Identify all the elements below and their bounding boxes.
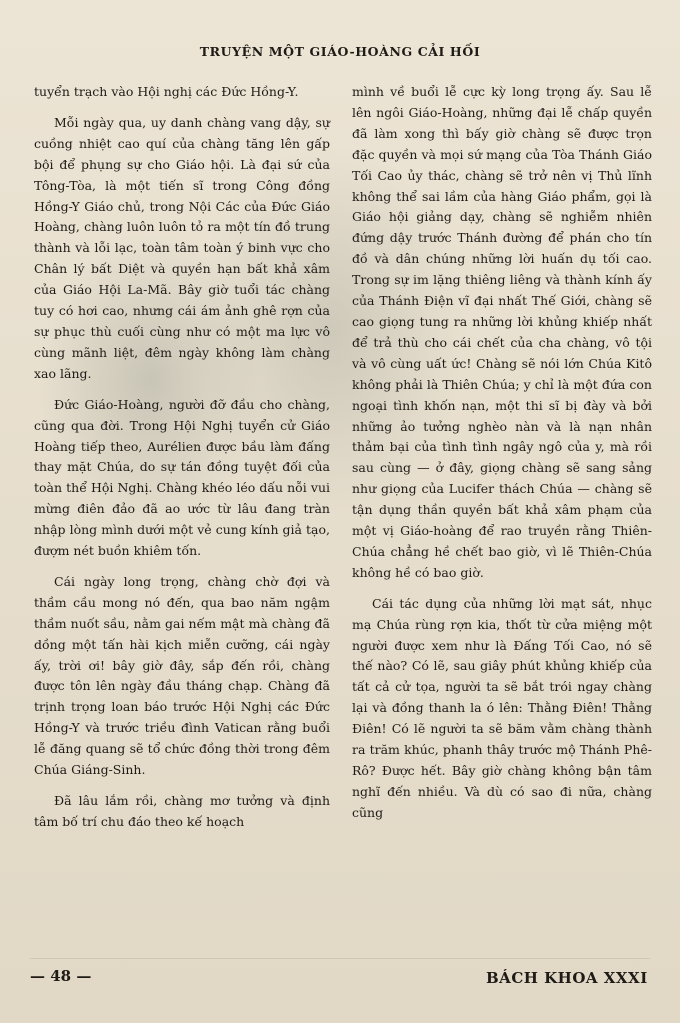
paragraph: Cái tác dụng của những lời mạt sát, nhục mạ Chúa rùng rợn kia, thốt từ cửa miệng một người được xem như là Đấng Tối Cao, nó sẽ thế nào? Có lẽ, sau giây phút khủng khiếp của tất cả cử tọa, người ta sẽ bắt trói ngay chàng lại và đồng thanh la ó lên: Thằng Điên! Thằng Điên! Có lẽ người ta sẽ băm vằm chàng thành ra trăm khúc, phanh thây trước mộ Thánh Phê-Rô? Được hết. Bây giờ chàng không bận tâm nghĩ đến nhiều. Và dù có sao đi nữa, chàng cũng — [352, 595, 652, 820]
right-column — [352, 82, 652, 824]
paragraph: Đã lâu lắm rồi, chàng mơ tưởng và định tâm bố trí chu đáo theo kế hoạch — [34, 793, 330, 829]
magazine-name: BÁCH KHOA XXXI — [486, 969, 648, 987]
paragraph: tuyển trạch vào Hội nghị các Đức Hồng-Y. — [34, 84, 299, 99]
running-title: TRUYỆN MỘT GIÁO-HOÀNG CẢI HỐI — [199, 44, 481, 59]
left-column — [34, 82, 330, 833]
paragraph: Đức Giáo-Hoàng, người đỡ đầu cho chàng, cũng qua đời. Trong Hội Nghị tuyển cử Giáo Hoàng tiếp theo, Aurélien được bầu làm đấng thay mặt Chúa, do sự tán đồng tuyệt đối của toàn thể Hội Nghị. Chàng khéo léo dấu nỗi vui mừng điên đảo đã ao ước từ lâu đang tràn nhập lòng mình dưới một vẻ cung kính giả tạo, đượm nét buồn khiêm tốn. — [34, 396, 330, 559]
paragraph: Cái ngày long trọng, chàng chờ đợi và thầm cầu mong nó đến, qua bao năm ngậm thầm nuốt sầu, nằm gai nếm mật mà chàng đã dồng một tấn hài kịch miễn cưỡng, cái ngày ấy, trời ơi! bây giờ đây, sắp đến rồi, chàng được tôn lên ngày đầu tháng chạp. Chàng đã trịnh trọng loan báo trước Hội Nghị các Đức Hồng-Y và trước triều đình Vatican rằng buổi lễ đăng quang sẽ tổ chức đồng thời trong đêm Chúa Giáng-Sinh. — [34, 573, 330, 778]
page-number: — 48 — — [30, 967, 92, 985]
paragraph: mình về buổi lễ cực kỳ long trọng ấy. Sau lễ lên ngôi Giáo-Hoàng, những đại lễ chấp quyền đã làm xong thì bấy giờ chàng sẽ được trọn đặc quyền và mọi sứ mạng của Tòa Thánh Giáo Tối Cao ủy thác, chàng sẽ trở nên vị Thủ lĩnh không thể sai lầm của hàng Giáo phẩm, gọi là Giáo hội giảng dạy, chàng sẽ nghiễm nhiên đứng dậy trước Thánh đường để phán cho tín đồ và dân chúng những lời huấn dụ tối cao. Trong sự im lặng thiêng liêng và thành kính ấy của Thánh Điện vĩ đại nhất Thế Giới, chàng sẽ cao giọng tung ra những lời khủng khiếp nhất để trả thù cho cái chết của cha chàng, vô tội và vô cùng uất ức! Chàng sẽ nói lớn Chúa Kitô không phải là Thiên Chúa; y chỉ là một đứa con ngoại tình khốn nạn, một thi sĩ bị đày và bởi những ảo tưởng nghèo nàn và là nạn nhân thảm bại của tình tình ngây ngô của y, mà rồi sau cùng — ở đây, giọng chàng sẽ sang sảng như giọng của Lucifer thách Chúa — chàng sẽ tận dụng thần quyền bất khả xâm phạm của một vị Giáo-hoàng để rao truyền rằng Thiên-Chúa chẳng hề chết bao giờ, vì lẽ Thiên-Chúa không hề có bao giờ. — [352, 84, 652, 580]
paragraph: Mỗi ngày qua, uy danh chàng vang dậy, sự cuồng nhiệt cao quí của chàng tăng lên gấp bội để phụng sự cho Giáo hội. Là đại sứ của Tông-Tòa, là một tiến sĩ trong Công đồng Hồng-Y Giáo chủ, trong Nội Các của Đức Giáo Hoàng, chàng luôn luôn tỏ ra một tín đồ trung thành và lỗi lạc, toàn tâm toàn ý binh vực cho Chân lý bất Diệt và quyền hạn bất khả xâm của Giáo Hội La-Mã. Bây giờ tuổi tác chàng tuy có hơi cao, nhưng cái ám ảnh ghê rợn của sự phục thù cuối cùng như có một ma lực vô cùng mãnh liệt, đêm ngày không làm chàng xao lãng. — [34, 114, 330, 381]
footer-divider — [30, 958, 650, 959]
